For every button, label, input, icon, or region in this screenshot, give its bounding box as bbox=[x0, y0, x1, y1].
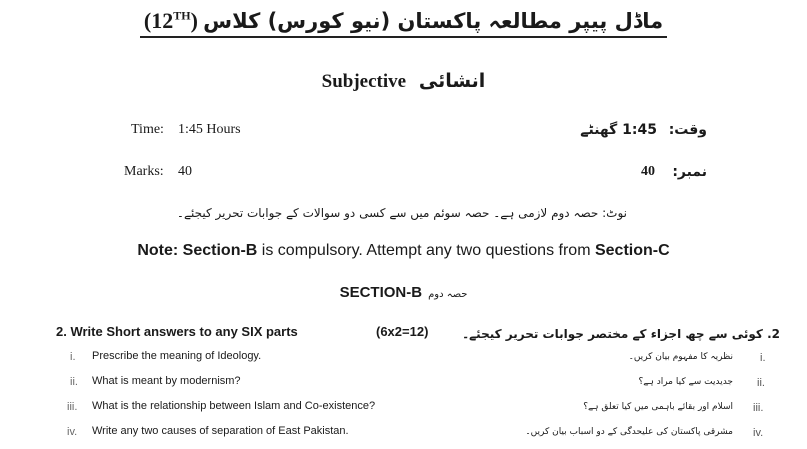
section-b-title-ur: حصہ دوم bbox=[428, 289, 468, 300]
title-class-suffix: ) bbox=[190, 8, 198, 33]
marks-label-ur: نمبر: bbox=[672, 164, 707, 180]
note-english bbox=[0, 242, 807, 260]
item-text: Write any two causes of separation of East Pakistan. bbox=[92, 425, 349, 437]
item-number: iii. bbox=[67, 401, 78, 413]
item-number: i. bbox=[70, 351, 76, 363]
section-b-heading bbox=[0, 284, 807, 301]
marks-value: 40 bbox=[178, 164, 192, 179]
section-b-title: SECTION-B bbox=[339, 284, 423, 301]
title-class-sup: TH bbox=[173, 8, 191, 23]
item-text: Prescribe the meaning of Ideology. bbox=[92, 350, 262, 362]
item-number-ur: ii. bbox=[757, 377, 765, 389]
title-class-prefix: (12 bbox=[143, 8, 174, 33]
item-text: What is meant by modernism? bbox=[92, 375, 241, 387]
note-urdu: نوٹ: حصہ دوم لازمی ہے۔ حصہ سوئم میں سے کسی دو سوالات کے جوابات تحریر کیجئے۔ bbox=[176, 206, 627, 220]
question-2-text: 2. Write Short answers to any SIX parts bbox=[56, 324, 298, 339]
item-number-ur: iv. bbox=[753, 427, 764, 439]
note-section-b: Section-B bbox=[182, 242, 258, 259]
note-middle: is compulsory. Attempt any two questions from bbox=[257, 242, 595, 259]
note-section-c: Section-C bbox=[594, 242, 670, 259]
item-text-ur: نظریہ کا مفہوم بیان کریں۔ bbox=[628, 352, 733, 362]
item-text-ur: مشرقی پاکستان کی علیحدگی کے دو اسباب بیان کریں۔ bbox=[525, 427, 733, 437]
title-class bbox=[144, 8, 198, 33]
title-urdu: ماڈل پیپر مطالعہ پاکستان (نیو کورس) کلاس bbox=[203, 9, 664, 33]
marks-label: Marks: bbox=[124, 164, 164, 179]
question-2-marks: (6x2=12) bbox=[376, 324, 429, 339]
time-label-ur: وقت: bbox=[668, 122, 707, 138]
item-number-ur: iii. bbox=[753, 402, 764, 414]
time-value-ur: 1:45 گھنٹے bbox=[580, 122, 657, 138]
subjective-ur: انشائی bbox=[418, 70, 486, 92]
time-label: Time: bbox=[131, 122, 164, 137]
note-prefix: Note: bbox=[137, 242, 183, 259]
item-text-ur: اسلام اور بقائے باہمی میں کیا تعلق ہے؟ bbox=[583, 402, 733, 412]
title-underlined bbox=[140, 8, 667, 38]
item-text-ur: جدیدیت سے کیا مراد ہے؟ bbox=[638, 377, 733, 387]
item-number-ur: i. bbox=[760, 352, 766, 364]
item-number: iv. bbox=[67, 426, 78, 438]
subjective-en: Subjective bbox=[321, 71, 407, 92]
page-title bbox=[0, 8, 807, 38]
marks-value-ur: 40 bbox=[641, 164, 655, 179]
item-number: ii. bbox=[70, 376, 78, 388]
item-text: What is the relationship between Islam and Co-existence? bbox=[92, 400, 376, 412]
subjective-heading bbox=[0, 70, 807, 93]
question-2-text-ur: 2. کوئی سے چھ اجزاء کے مختصر جوابات تحریر کیجئے۔ bbox=[462, 327, 780, 341]
time-value: 1:45 Hours bbox=[178, 122, 241, 137]
